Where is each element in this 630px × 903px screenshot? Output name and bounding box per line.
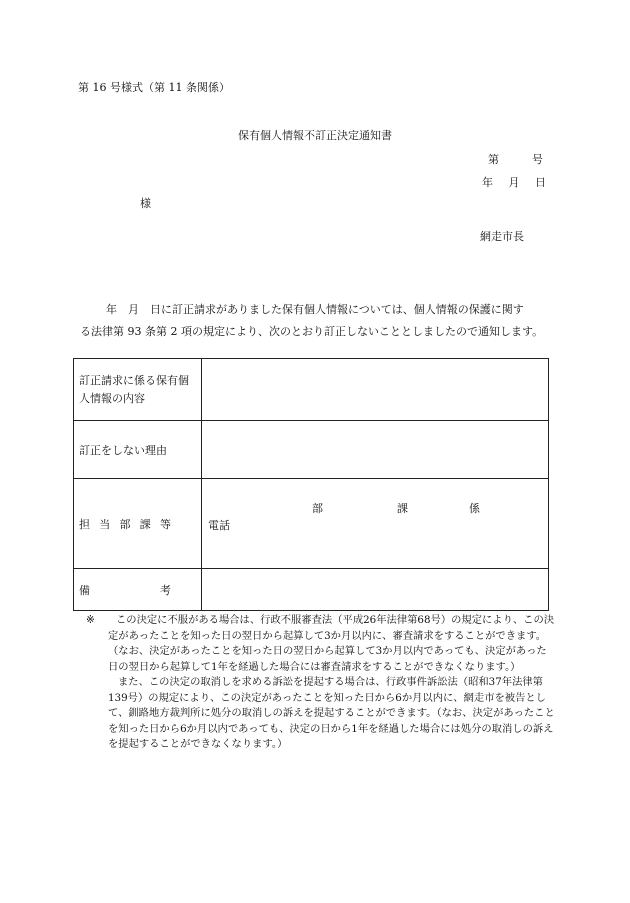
label-char: 考 <box>160 583 171 597</box>
label-char: 課 <box>139 517 151 531</box>
notice-body-line: る法律第 93 条第 2 項の規定により、次のとおり訂正しないこととしましたので通知します。 <box>80 325 544 338</box>
table-row <box>74 479 549 569</box>
row-value-remarks <box>202 569 549 611</box>
row-label-remarks <box>74 569 202 611</box>
label-char: 担 <box>79 517 90 531</box>
row-value-department <box>202 479 549 569</box>
row-label-text: 訂正請求に係る保有個人情報の内容 <box>79 373 189 405</box>
number-prefix: 第 <box>488 153 499 166</box>
notice-body <box>80 299 552 343</box>
row-label-department <box>74 479 202 569</box>
dept-unit-label: 部 <box>312 501 323 515</box>
appeal-lawsuit-paragraph: また、この決定の取消しを求める訴訟を提起する場合は、行政事件訴訟法（昭和37年法律第139号）の規定により、この決定があったことを知った日から6か月以内に、網走市を被告として、釧路地方裁判所に処分の取消しの訴えを提起することができます。（なお、決定があったことを知った日から6か月以内であっても、決定の日から1年を経過した場合には処分の取消しの訴えを提起することができなくなります。） <box>108 676 555 750</box>
note-mark: ※ <box>86 614 95 626</box>
row-value-reason <box>202 421 549 479</box>
label-char: 等 <box>160 517 171 531</box>
document-title: 保有個人情報不訂正決定通知書 <box>238 129 392 142</box>
table-row <box>74 569 549 611</box>
row-value-correction-target <box>202 359 549 421</box>
appeal-notice <box>86 613 556 753</box>
decision-details-table <box>73 358 549 611</box>
label-char: 部 <box>119 517 131 531</box>
subsection-unit-label: 係 <box>469 501 480 515</box>
form-number-label: 第 16 号様式（第 11 条関係） <box>78 81 230 94</box>
table-row <box>74 421 549 479</box>
document-date <box>482 175 546 191</box>
date-year: 年 <box>482 176 493 189</box>
date-month: 月 <box>508 176 520 189</box>
addressee-honorific: 様 <box>140 197 151 210</box>
department-label <box>79 516 171 532</box>
table-row <box>74 359 549 421</box>
row-label-reason: 訂正をしない理由 <box>74 421 202 479</box>
section-unit-label: 課 <box>397 501 408 515</box>
row-label-correction-target <box>74 359 202 421</box>
label-char: 当 <box>99 517 111 531</box>
appeal-review-paragraph: この決定に不服がある場合は、行政不服審査法（平成26年法律第68号）の規定により、この決定があったことを知った日の翌日から起算して3か月以内に、審査請求をすることができます。（なお、決定があったことを知った日の翌日から起算して3か月以内であっても、決定があった日の翌日から起算して1年を経過した場合には審査請求をすることができなくなります。） <box>108 614 555 673</box>
phone-label: 電話 <box>208 518 230 532</box>
label-char: 備 <box>79 583 90 597</box>
date-day: 日 <box>535 176 546 189</box>
number-suffix: 号 <box>532 153 543 166</box>
remarks-label <box>79 582 171 598</box>
document-number <box>488 152 543 168</box>
notice-body-line: 年 月 日に訂正請求がありました保有個人情報については、個人情報の保護に関す <box>106 303 524 316</box>
issuer-name: 網走市長 <box>480 230 524 243</box>
